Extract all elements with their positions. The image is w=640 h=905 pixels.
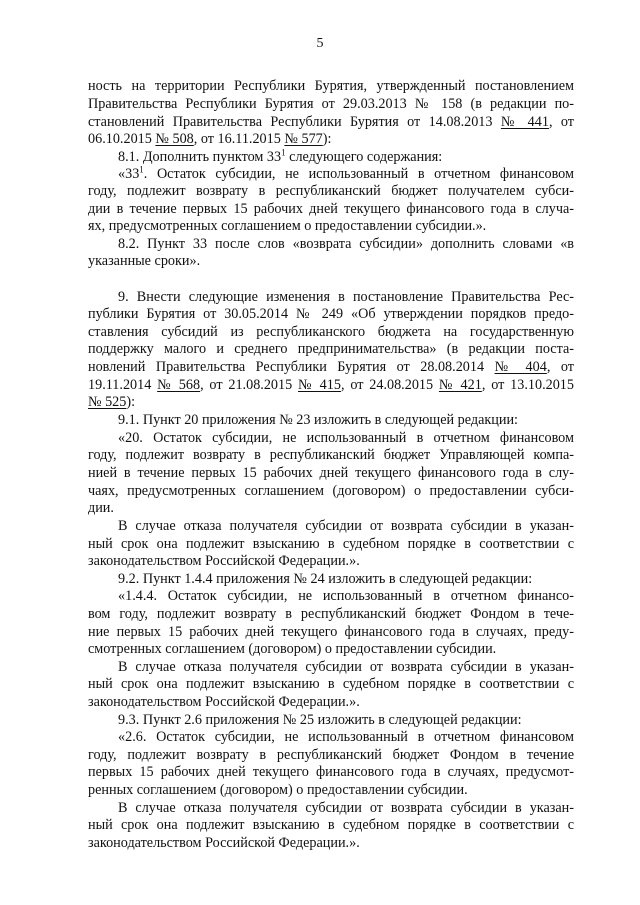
text-line: В случае отказа получателя субсидии от возврата субсидии в указан-	[118, 659, 574, 675]
text-line: вом году, подлежит возврату в республиканский бюджет Фондом в тече-	[88, 606, 574, 622]
text-line: 9. Внести следующие изменения в постановление Правительства Рес-	[118, 289, 574, 305]
text-line: ность на территории Республики Бурятия, утвержденный постановлением	[88, 78, 574, 94]
text-line: ный срок она подлежит взысканию в судебном порядке в соответствии с	[88, 536, 574, 552]
text-line: дии.	[88, 500, 114, 516]
page-number: 5	[316, 36, 324, 51]
text-line: указанные сроки».	[88, 253, 201, 269]
text-line: В случае отказа получателя субсидии от возврата субсидии в указан-	[118, 800, 574, 816]
text-line: ренных соглашением (договором) о предоставлении субсидии.	[88, 782, 468, 798]
resolution-link[interactable]: № 568	[157, 377, 201, 393]
text-line: ставления субсидий из республиканского бюджета на государственную	[88, 324, 574, 340]
text-line: ный срок она подлежит взысканию в судебном порядке в соответствии с	[88, 817, 574, 833]
text-line: ние первых 15 рабочих дней текущего финансового года в случаях, преду-	[88, 624, 574, 640]
text-line: 9.1. Пункт 20 приложения № 23 изложить в следующей редакции:	[118, 412, 518, 428]
text-line: «1.4.4. Остаток субсидии, не использованный в отчетном финансо-	[118, 588, 574, 604]
text-line: 8.1. Дополнить пунктом $33^1$ следующего содержания:	[118, 147, 443, 165]
text-line: В случае отказа получателя субсидии от возврата субсидии в указан-	[118, 518, 574, 534]
text-line: 9.3. Пункт 2.6 приложения № 25 изложить в следующей редакции:	[118, 712, 522, 728]
resolution-link[interactable]: № 415	[298, 377, 341, 393]
text-line: ях, предусмотренных соглашением о предоставлении субсидии.».	[88, 218, 487, 234]
text-line: 8.2. Пункт 33 после слов «возврата субсидии» дополнить словами «в	[118, 236, 574, 252]
resolution-link[interactable]: № 421	[438, 377, 482, 393]
text-line: публики Бурятия от 30.05.2014 № 249 «Об утверждении порядков предо-	[88, 306, 574, 322]
text-line: 19.11.2014 № 568, от 21.08.2015 № 415, от 24.08.2015 № 421, от 13.10.2015	[88, 377, 574, 393]
text-line: дии в течение первых 15 рабочих дней текущего финансового года в случа-	[88, 201, 574, 217]
text-line: Правительства Республики Бурятия от 29.03.2013 № 158 (в редакции по-	[88, 96, 574, 112]
text-line: первых 15 рабочих дней текущего финансового года в случаях, предусмот-	[88, 764, 574, 780]
text-line: «20. Остаток субсидии, не использованный в отчетном финансовом	[118, 430, 574, 446]
text-line: смотренных соглашением (договором) о предоставлении субсидии.	[88, 641, 497, 657]
text-line: 9.2. Пункт 1.4.4 приложения № 24 изложить в следующей редакции:	[118, 571, 533, 587]
resolution-link[interactable]: № 404	[494, 359, 547, 375]
resolution-link[interactable]: № 525	[88, 394, 127, 410]
text-line: году, подлежит возврату в республиканский бюджет Фондом в течение	[88, 747, 574, 763]
text-line: 06.10.2015 № 508, от 16.11.2015 № 577):	[88, 131, 332, 147]
text-line: году, подлежит возврату в республиканский бюджет Управляющей компа-	[88, 447, 574, 463]
text-line: законодательством Российской Федерации.».	[88, 835, 360, 851]
text-line: «$33^1$. Остаток субсидии, не использованный в отчетном финансовом	[118, 164, 574, 182]
text-line: нией в течение первых 15 рабочих дней текущего финансового года в слу-	[88, 465, 574, 481]
resolution-link[interactable]: № 577	[284, 131, 323, 147]
text-line: году, подлежит возврату в республиканский бюджет получателем субси-	[88, 183, 574, 199]
text-line: чаях, предусмотренных соглашением (договором) о предоставлении субси-	[88, 483, 574, 499]
resolution-link[interactable]: № 441	[500, 114, 549, 130]
resolution-link[interactable]: № 508	[155, 131, 194, 147]
text-line: ный срок она подлежит взысканию в судебном порядке в соответствии с	[88, 676, 574, 692]
text-line: «2.6. Остаток субсидии, не использованный в отчетном финансовом	[118, 729, 574, 745]
text-line: новлений Правительства Республики Бурятия от 28.08.2014 № 404, от	[88, 359, 574, 375]
text-line: № 525):	[88, 394, 136, 410]
text-line: поддержку малого и среднего предпринимательства» (в редакции поста-	[88, 341, 574, 357]
text-line: законодательством Российской Федерации.».	[88, 694, 360, 710]
text-line: становлений Правительства Республики Бурятия от 14.08.2013 № 441, от	[88, 114, 574, 130]
text-line: законодательством Российской Федерации.».	[88, 553, 360, 569]
